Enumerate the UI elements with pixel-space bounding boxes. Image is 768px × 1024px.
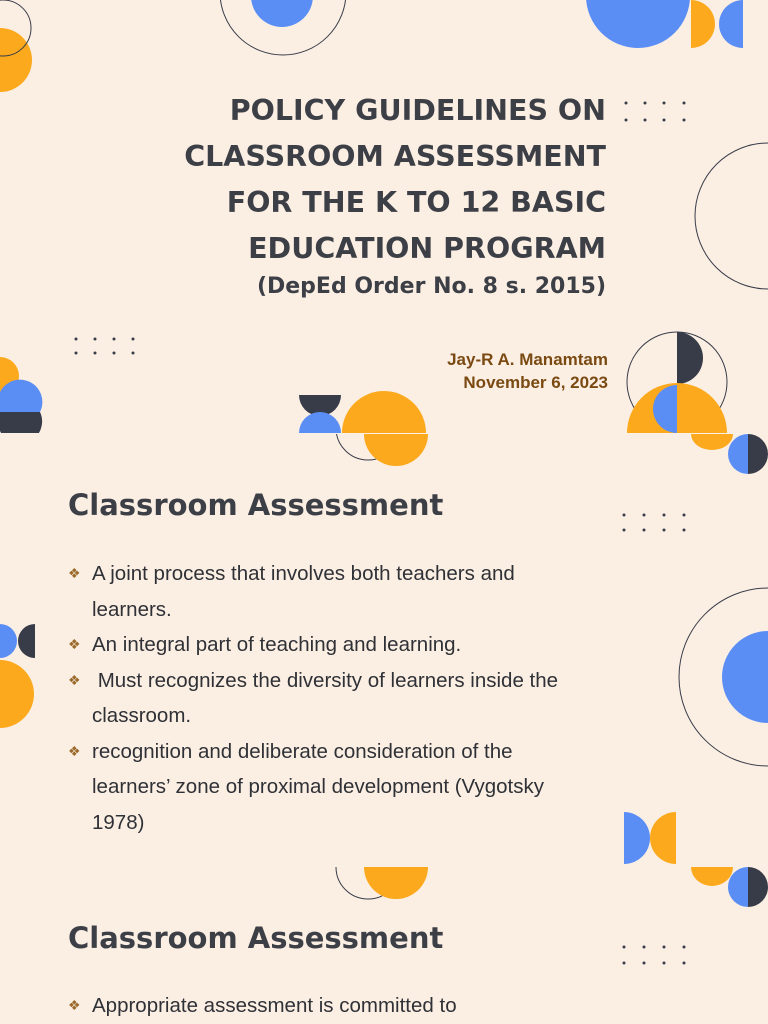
diamond-bullet-icon: ❖ bbox=[68, 671, 81, 688]
bullet-text: recognition and deliberate consideration of the learners’ zone of proximal development (Vygotsky 1978) bbox=[92, 739, 544, 834]
diamond-bullet-icon: ❖ bbox=[68, 997, 81, 1013]
orange-circle-shape bbox=[0, 660, 34, 728]
blue-half-circle-shape bbox=[0, 624, 17, 658]
diamond-bullet-icon: ❖ bbox=[68, 742, 81, 759]
orange-half-circle-shape bbox=[691, 434, 733, 450]
navy-half-circle-shape bbox=[748, 867, 768, 907]
bullet-text: A joint process that involves both teachers and learners. bbox=[92, 562, 515, 621]
orange-half-circle-shape bbox=[650, 812, 676, 864]
dot-grid bbox=[623, 946, 686, 965]
list-item bbox=[68, 627, 588, 663]
list-item bbox=[68, 663, 588, 734]
orange-half-circle-shape bbox=[364, 434, 428, 466]
content-slide bbox=[0, 867, 768, 1024]
blue-half-circle-shape bbox=[719, 0, 743, 48]
author-name: Jay-R A. Manamtam bbox=[447, 350, 608, 369]
orange-quarter-shape bbox=[677, 383, 727, 433]
orange-half-circle-shape bbox=[691, 867, 733, 886]
navy-half-circle-shape bbox=[18, 624, 35, 658]
blue-quarter-shape bbox=[0, 380, 42, 412]
navy-half-circle-shape bbox=[748, 434, 768, 474]
orange-circle-shape bbox=[0, 28, 32, 92]
subtitle: (DepEd Order No. 8 s. 2015) bbox=[256, 274, 606, 299]
blue-circle-shape bbox=[251, 0, 313, 27]
orange-half-circle-shape bbox=[691, 0, 715, 48]
bullet-list bbox=[68, 556, 588, 840]
title-slide bbox=[0, 0, 768, 433]
title-line: CLASSROOM ASSESSMENT bbox=[184, 140, 606, 173]
title-line: FOR THE K TO 12 BASIC bbox=[226, 186, 606, 219]
navy-half-shape bbox=[0, 412, 42, 433]
list-item bbox=[68, 988, 588, 1024]
orange-half-circle-shape bbox=[364, 867, 428, 899]
slide-heading: Classroom Assessment bbox=[68, 488, 444, 522]
list-item bbox=[68, 734, 588, 841]
bullet-list bbox=[68, 988, 588, 1024]
list-item bbox=[68, 556, 588, 627]
navy-half-circle-shape bbox=[677, 332, 703, 384]
outline-circle-shape bbox=[695, 143, 768, 289]
bullet-text: Must recognizes the diversity of learners inside the classroom. bbox=[92, 668, 564, 727]
bullet-text: An integral part of teaching and learning. bbox=[92, 633, 462, 656]
title-line: EDUCATION PROGRAM bbox=[248, 232, 606, 265]
content-slide bbox=[0, 434, 768, 866]
blue-half-circle-shape bbox=[299, 412, 341, 433]
orange-circle-shape bbox=[342, 391, 426, 433]
presentation-date: November 6, 2023 bbox=[463, 373, 608, 392]
slide-heading: Classroom Assessment bbox=[68, 921, 444, 955]
blue-circle-shape bbox=[722, 631, 768, 723]
dot-grid bbox=[623, 514, 686, 532]
diamond-bullet-icon: ❖ bbox=[68, 636, 81, 652]
diamond-bullet-icon: ❖ bbox=[68, 565, 81, 581]
author-block bbox=[447, 348, 608, 394]
title-line: POLICY GUIDELINES ON bbox=[229, 94, 606, 127]
blue-circle-shape bbox=[586, 0, 690, 48]
title-block bbox=[86, 88, 606, 302]
bullet-text: Appropriate assessment is committed to bbox=[92, 994, 457, 1017]
blue-half-circle-shape bbox=[624, 812, 650, 864]
